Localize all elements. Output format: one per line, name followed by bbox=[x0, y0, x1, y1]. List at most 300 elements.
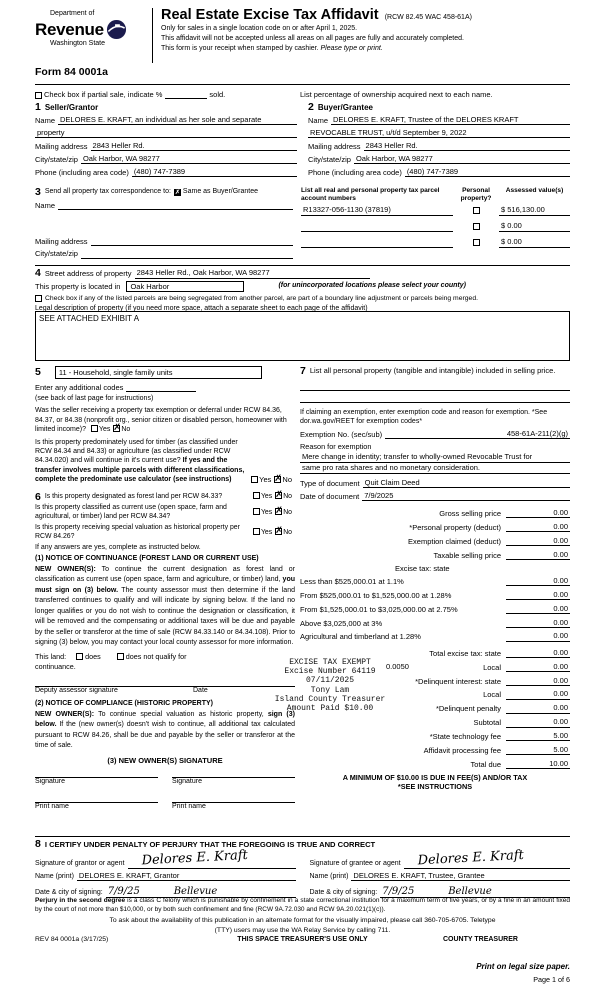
personal-property-checkbox-1[interactable] bbox=[473, 207, 480, 214]
parcel-row bbox=[301, 237, 570, 248]
yes-label: Yes bbox=[260, 493, 273, 501]
grantor-name-row bbox=[35, 871, 296, 881]
same-as-buyer-label: Same as Buyer/Grantee bbox=[182, 187, 259, 195]
header-note-1: Only for sales in a single location code on or after April 1, 2025. bbox=[161, 24, 358, 32]
parcel-table-header bbox=[301, 187, 570, 203]
does-not-qualify-checkbox[interactable] bbox=[117, 653, 124, 660]
forest-no-checkbox[interactable] bbox=[275, 492, 282, 499]
grantee-signature-label: Signature of grantee or agent bbox=[309, 859, 401, 867]
taxable-selling-price-row bbox=[300, 550, 570, 560]
exemption-number-input[interactable]: 458-61A-211(2)(g) bbox=[385, 429, 570, 439]
seller-city-label: City/state/zip bbox=[35, 154, 78, 164]
seller-name-input[interactable]: DELORES E. KRAFT, an individual as her sole and separate bbox=[58, 115, 297, 125]
rate-tier-2-input[interactable]: 0.00 bbox=[506, 590, 570, 600]
agricultural-timberland-input[interactable]: 0.00 bbox=[506, 631, 570, 641]
historical-no-checkbox[interactable] bbox=[275, 528, 282, 535]
assessed-value-input-2[interactable]: $ 0.00 bbox=[499, 221, 570, 232]
compliance-text-2: If the (new owner(s) doesn't wish to continue, all additional tax calculated pursuant to RCW 84.26, shall be due and payable by the seller or transferor at the time of sale. bbox=[35, 721, 295, 750]
section-5-number: 5 bbox=[35, 366, 41, 379]
header-rule bbox=[35, 84, 570, 85]
footer-row bbox=[35, 936, 570, 946]
treasurer-stamp bbox=[235, 658, 425, 713]
current-use-yes-no bbox=[253, 508, 295, 518]
grantee-signature-block bbox=[309, 847, 571, 901]
personal-property-line-1-input[interactable] bbox=[300, 379, 570, 391]
certification-columns bbox=[35, 847, 570, 901]
continuance-text-2: The county assessor must then determine if the land transferred continues to qualify and will indicate by signing below. If the land no longer qualifies or you do not wish to continue the designation or classification, it will be removed and the compensating or additional taxes will be due and payable by the seller or transferor at the time of sale (RCW 84.33.140 or 84.34.108). Prior to signing (3) below, you may contact your local county assessor for more information. bbox=[35, 586, 295, 647]
buyer-city-input[interactable]: Oak Harbor, WA 98277 bbox=[354, 154, 570, 164]
additional-codes-label: Enter any additional codes bbox=[35, 382, 124, 392]
grantor-signature-script: Delores E. Kraft bbox=[140, 847, 248, 868]
revenue-label: Revenue bbox=[35, 19, 104, 39]
signature-label-2: Signature bbox=[172, 778, 202, 786]
delinquent-interest-state-input[interactable]: 0.00 bbox=[506, 676, 570, 686]
total-excise-state-input[interactable]: 0.00 bbox=[506, 648, 570, 658]
stamp-line-treasurer-title: Island County Treasurer bbox=[274, 694, 386, 704]
rate-tier-4-label: Above $3,025,000 at 3% bbox=[300, 618, 383, 628]
new-owner-print-2-input[interactable] bbox=[172, 792, 295, 803]
dor-logo bbox=[35, 8, 153, 63]
forest-yes-checkbox[interactable] bbox=[253, 492, 260, 499]
section-6-number: 6 bbox=[35, 490, 41, 503]
buyer-mailing-label: Mailing address bbox=[308, 141, 361, 151]
legal-description-box[interactable]: SEE ATTACHED EXHIBIT A bbox=[35, 311, 570, 361]
does-qualify-checkbox[interactable] bbox=[76, 653, 83, 660]
alternate-format-line-1: To ask about the availability of this publication in an alternate format for the visually impaired, please call 360-705-6705. Teletype bbox=[109, 917, 496, 924]
grantee-name-row bbox=[310, 871, 571, 881]
historical-property-question bbox=[35, 524, 295, 542]
parcel-number-input-1[interactable]: R13327-056-1130 (37819) bbox=[301, 205, 453, 216]
affidavit-processing-fee-label: Affidavit processing fee bbox=[423, 745, 501, 755]
grantor-date-city-label: Date & city of signing: bbox=[35, 889, 103, 897]
if-yes-note: If any answers are yes, complete as instructed below. bbox=[35, 544, 201, 552]
new-owners-bold-2: NEW OWNER(S): bbox=[35, 710, 95, 718]
revenue-row bbox=[35, 19, 146, 40]
total-due-row bbox=[300, 759, 570, 769]
grantee-signature-script: Delores E. Kraft bbox=[416, 847, 524, 868]
rate-tier-1-label: Less than $525,000.01 at 1.1% bbox=[300, 576, 404, 586]
total-due-input[interactable]: 10.00 bbox=[506, 759, 570, 769]
ownership-percentage-note: List percentage of ownership acquired next to each name. bbox=[300, 89, 493, 99]
correspondence-mailing-input[interactable] bbox=[91, 236, 293, 246]
same-as-buyer-checkbox[interactable] bbox=[174, 189, 181, 196]
header-note-3 bbox=[161, 44, 570, 54]
personal-property-deduct-label: *Personal property (deduct) bbox=[409, 522, 501, 532]
forest-land-question bbox=[35, 492, 295, 503]
certification-statement: I CERTIFY UNDER PENALTY OF PERJURY THAT THE FOREGOING IS TRUE AND CORRECT bbox=[44, 840, 376, 850]
buyer-name-input[interactable]: DELORES E. KRAFT, Trustee of the DELORES KRAFT bbox=[331, 115, 570, 125]
exemption-number-label: Exemption No. (sec/sub) bbox=[300, 429, 383, 439]
buyer-name-line2-input[interactable]: REVOCABLE TRUST, u/t/d September 9, 2022 bbox=[308, 128, 570, 138]
deputy-date-label: Date bbox=[193, 687, 208, 695]
print-legal-size-note: Print on legal size paper. bbox=[476, 962, 570, 971]
new-owner-print-1-input[interactable] bbox=[35, 792, 158, 803]
personal-property-checkbox-3[interactable] bbox=[473, 239, 480, 246]
does-not-label: does not qualify for continuance. bbox=[35, 651, 187, 672]
document-type-input[interactable]: Quit Claim Deed bbox=[363, 478, 570, 488]
correspondence-mailing-label: Mailing address bbox=[35, 236, 88, 246]
header-note-3-text: This form is your receipt when stamped by cashier. bbox=[161, 45, 321, 53]
grantee-date-city-row bbox=[310, 884, 571, 898]
buyer-phone-label: Phone (including area code) bbox=[308, 167, 402, 177]
state-technology-fee-row bbox=[300, 731, 570, 741]
timber-agriculture-question bbox=[35, 438, 295, 485]
rate-tier-3-row bbox=[300, 604, 570, 614]
new-owners-signature-heading: (3) NEW OWNER(S) SIGNATURE bbox=[107, 755, 223, 765]
timber-question-normal: Is this property predominately used for timber (as classified under RCW 84.34 and 84.33) or agriculture (as classified under RCW 84.34.020) and will continue in it's current use? bbox=[35, 438, 238, 465]
rate-tier-2-label: From $525,000.01 to $1,525,000.00 at 1.28% bbox=[300, 590, 452, 600]
correspondence-intro: Send all property tax correspondence to: bbox=[44, 187, 171, 195]
sign-below-bold: sign (3) below. bbox=[35, 710, 295, 729]
subtotal-input[interactable]: 0.00 bbox=[506, 717, 570, 727]
current-use-question bbox=[35, 504, 295, 522]
rate-tier-3-input[interactable]: 0.00 bbox=[506, 604, 570, 614]
deputy-assessor-signature-label: Deputy assessor signature bbox=[35, 687, 118, 695]
left-column bbox=[35, 366, 295, 812]
grantee-signature-input[interactable] bbox=[404, 847, 570, 869]
washington-state-label: Washington State bbox=[50, 39, 105, 47]
personal-property-cell-2 bbox=[453, 222, 499, 231]
seller-name-line2-input[interactable]: property bbox=[35, 128, 297, 138]
grantor-signature-block bbox=[35, 847, 296, 901]
street-address-label: Street address of property bbox=[44, 269, 132, 279]
agricultural-timberland-row bbox=[300, 631, 570, 641]
street-address-row bbox=[35, 268, 570, 279]
yes-label: Yes bbox=[259, 475, 272, 485]
section-8-certification bbox=[35, 836, 570, 900]
state-technology-fee-input[interactable]: 5.00 bbox=[506, 731, 570, 741]
segregated-label: Check box if any of the listed parcels are being segregated from another parcel, are part of a boundary line adjustment or parcels being merged. bbox=[45, 294, 478, 302]
additional-codes-note: (see back of last page for instructions) bbox=[35, 394, 154, 402]
segregated-checkbox[interactable] bbox=[35, 295, 42, 302]
correspondence-name-label: Name bbox=[35, 200, 56, 210]
exemption-deferral-no-checkbox[interactable] bbox=[113, 425, 120, 432]
partial-sale-label: Check box if partial sale, indicate % bbox=[44, 89, 163, 99]
sold-label: sold. bbox=[209, 89, 226, 99]
unincorporated-note: (for unincorporated locations please select your county) bbox=[278, 282, 466, 290]
main-columns bbox=[35, 366, 570, 838]
assessed-value-input-3[interactable]: $ 0.00 bbox=[499, 237, 570, 248]
correspondence-city-input[interactable] bbox=[81, 249, 293, 259]
delinquent-penalty-input[interactable]: 0.00 bbox=[506, 703, 570, 713]
print-name-label-2: Print name bbox=[172, 802, 206, 810]
partial-sale-checkbox[interactable] bbox=[35, 92, 42, 99]
alternate-format-line-2: (TTY) users may use the WA Relay Service by calling 711. bbox=[214, 926, 391, 934]
perjury-notice bbox=[35, 897, 570, 915]
form-number: Form 84 0001a bbox=[35, 66, 108, 78]
grantor-name-input[interactable]: DELORES E. KRAFT, Grantor bbox=[77, 871, 296, 881]
gross-selling-price-label: Gross selling price bbox=[439, 509, 501, 519]
department-of-label: Department of bbox=[50, 10, 95, 17]
partial-sale-row bbox=[35, 89, 570, 99]
personal-property-col-header: Personal property? bbox=[460, 187, 492, 202]
parties-section bbox=[35, 102, 570, 179]
yes-label: Yes bbox=[260, 529, 273, 537]
rate-tier-1-input[interactable]: 0.00 bbox=[506, 576, 570, 586]
historical-yes-checkbox[interactable] bbox=[253, 528, 260, 535]
parcel-row bbox=[301, 205, 570, 216]
seller-phone-input[interactable]: (480) 747-7389 bbox=[132, 167, 297, 177]
rev-form-number: REV 84 0001a (3/17/25) bbox=[35, 936, 109, 943]
additional-codes-input[interactable] bbox=[126, 382, 196, 392]
use-code-row bbox=[35, 366, 295, 379]
timber-no-checkbox[interactable] bbox=[274, 476, 281, 483]
section-1-seller bbox=[35, 102, 297, 179]
signature-labels-row bbox=[35, 778, 295, 787]
buyer-title: Buyer/Grantee bbox=[317, 102, 373, 112]
buyer-mailing-input[interactable]: 2843 Heller Rd. bbox=[364, 141, 570, 151]
type-or-print-note: Please type or print. bbox=[320, 45, 383, 53]
section-8-number: 8 bbox=[35, 838, 41, 850]
right-column bbox=[300, 366, 570, 791]
correspondence-name-input[interactable] bbox=[58, 200, 293, 210]
taxable-selling-price-label: Taxable selling price bbox=[433, 550, 501, 560]
buyer-heading bbox=[308, 102, 570, 113]
timber-agriculture-question-text bbox=[35, 438, 248, 485]
assessed-value-col-header: Assessed value(s) bbox=[505, 187, 564, 194]
treasurer-use-only-label: THIS SPACE TREASURER'S USE ONLY bbox=[237, 936, 368, 943]
grantor-name-print-label: Name (print) bbox=[35, 872, 74, 880]
seller-mailing-input[interactable]: 2843 Heller Rd. bbox=[91, 141, 297, 151]
grantor-signature-input[interactable] bbox=[128, 847, 296, 869]
compliance-text-1: To continue special valuation as historic property, bbox=[94, 710, 268, 718]
notice-of-continuance-heading: (1) NOTICE OF CONTINUANCE (FOREST LAND OR CURRENT USE) bbox=[35, 554, 259, 562]
timber-question-bold: If yes and the transfer involves multiple parcels with different classifications, complete the predominate use calculator (see instructions) bbox=[35, 457, 245, 484]
document-date-label: Date of document bbox=[300, 491, 360, 501]
new-owner-signature-2-input[interactable] bbox=[172, 767, 295, 778]
rate-tier-3-label: From $1,525,000.01 to $3,025,000.00 at 2.75% bbox=[300, 604, 458, 614]
document-date-row bbox=[300, 491, 570, 501]
grantor-signature-row bbox=[35, 847, 296, 869]
page-number: Page 1 of 6 bbox=[533, 975, 570, 984]
no-label: No bbox=[282, 475, 292, 485]
certification-heading bbox=[35, 839, 570, 850]
segregated-row bbox=[35, 295, 570, 303]
gross-selling-price-input[interactable]: 0.00 bbox=[506, 508, 570, 518]
delinquent-interest-state-label: *Delinquent interest: state bbox=[415, 676, 501, 686]
stamp-line-excise-number: Excise Number 64119 bbox=[284, 667, 376, 677]
rate-tier-2-row bbox=[300, 590, 570, 600]
parcel-table bbox=[297, 187, 570, 261]
parcel-number-input-2[interactable] bbox=[301, 221, 453, 232]
correspondence-left bbox=[35, 187, 297, 261]
seller-title: Seller/Grantor bbox=[44, 102, 99, 112]
current-use-no-checkbox[interactable] bbox=[275, 508, 282, 515]
notice-of-compliance-heading: (2) NOTICE OF COMPLIANCE (HISTORIC PROPERTY) bbox=[35, 699, 213, 707]
seller-name-label: Name bbox=[35, 116, 56, 125]
print-name-labels-row bbox=[35, 803, 295, 812]
title-line bbox=[161, 8, 570, 24]
section-4-number: 4 bbox=[35, 267, 41, 279]
located-in-label: This property is located in bbox=[35, 281, 121, 291]
rate-tier-4-row bbox=[300, 618, 570, 628]
seller-heading bbox=[35, 102, 297, 113]
total-excise-state-row bbox=[300, 648, 570, 658]
continuance-text-1: To continue the current designation as forest land or classification as current use (open space, farm and agriculture, or timber) land, bbox=[35, 565, 295, 584]
personal-property-cell-1 bbox=[453, 206, 499, 215]
parcel-number-input-3[interactable] bbox=[301, 237, 453, 248]
document-type-row bbox=[300, 478, 570, 488]
document-date-input[interactable]: 7/9/2025 bbox=[362, 491, 570, 501]
stamp-line-exempt: EXCISE TAX EXEMPT bbox=[289, 658, 371, 667]
seller-city-input[interactable]: Oak Harbor, WA 98277 bbox=[81, 154, 297, 164]
exemption-deferral-question-text: Was the seller receiving a property tax exemption or deferral under RCW 84.36, 84.37, or 84.38 (nonprofit org., senior citizen or disabled person, homeowner with limited income)? bbox=[35, 407, 287, 434]
agricultural-timberland-label: Agricultural and timberland at 1.28% bbox=[300, 632, 421, 642]
does-label: does bbox=[85, 651, 101, 661]
section-3-number: 3 bbox=[35, 186, 41, 198]
rate-tier-4-input[interactable]: 0.00 bbox=[506, 618, 570, 628]
grantor-city-script: Bellevue bbox=[173, 885, 218, 897]
grantee-name-input[interactable]: DELORES E. KRAFT, Trustee, Grantee bbox=[351, 871, 570, 881]
exemption-number-row bbox=[300, 429, 570, 439]
form-rcw: (RCW 82.45 WAC 458-61A) bbox=[384, 14, 472, 21]
see-instructions-note: *SEE INSTRUCTIONS bbox=[397, 781, 473, 791]
gross-selling-price-row bbox=[300, 508, 570, 518]
exemption-claim-intro: If claiming an exemption, enter exemption code and reason for exemption. *See dor.wa.gov/REET for exemption codes* bbox=[300, 409, 548, 426]
historical-question-text: Is this property receiving special valuation as historical property per RCW 84.26? bbox=[35, 524, 240, 541]
this-land-label: This land: bbox=[35, 651, 67, 661]
section-3-correspondence bbox=[35, 187, 570, 261]
affidavit-processing-fee-row bbox=[300, 745, 570, 755]
forest-land-question-text: Is this property designated as forest land per RCW 84.33? bbox=[44, 492, 223, 500]
personal-property-deduct-input[interactable]: 0.00 bbox=[506, 522, 570, 532]
personal-property-cell-3 bbox=[453, 238, 499, 247]
grantee-date-city-label: Date & city of signing: bbox=[309, 889, 378, 897]
exemption-claimed-row bbox=[300, 536, 570, 546]
section-4-property bbox=[35, 265, 570, 314]
new-owner-print-lines bbox=[35, 792, 295, 803]
continuance-paragraph bbox=[35, 565, 295, 649]
assessed-value-input-1[interactable]: $ 516,130.00 bbox=[499, 205, 570, 216]
personal-property-deduct-row bbox=[300, 522, 570, 532]
local-tax-label: Local bbox=[483, 662, 501, 672]
section-2-buyer bbox=[308, 102, 570, 179]
subtotal-label: Subtotal bbox=[473, 718, 501, 728]
no-label: No bbox=[283, 529, 292, 537]
must-sign-bold: you must sign on (3) below. bbox=[35, 576, 295, 594]
timber-agriculture-yes-no bbox=[251, 475, 295, 484]
delinquent-interest-local-label: Local bbox=[483, 690, 501, 700]
current-use-question-text: Is this property classified as current use (open space, farm and agricultural, or timber) land per RCW 84.34? bbox=[35, 504, 227, 521]
signature-label-1: Signature bbox=[35, 778, 65, 786]
dor-circle-logo-icon bbox=[106, 19, 127, 40]
correspondence-heading bbox=[35, 187, 293, 198]
grantor-date-city-row bbox=[35, 884, 296, 898]
land-qualify-row bbox=[35, 652, 225, 674]
exemption-deferral-yes-checkbox[interactable] bbox=[91, 425, 98, 432]
minimum-due-note: A MINIMUM OF $10.00 IS DUE IN FEE(S) AND/OR TAX bbox=[342, 772, 528, 782]
form-title: Real Estate Excise Tax Affidavit bbox=[161, 7, 379, 23]
section-2-number: 2 bbox=[308, 101, 314, 113]
reason-line-2-input[interactable]: same pro rata shares and no monetary consideration. bbox=[300, 463, 570, 474]
perjury-text: is a class C felony which is punishable by confinement in a state correctional institution for a maximum term of five years, or by a fine in an amount fixed by the court of not more than $10,000, or by both such confinement and fine (RCW 9A.72.030 and RCW 9A.20.021(1)(c)). bbox=[35, 897, 570, 913]
seller-phone-label: Phone (including area code) bbox=[35, 167, 129, 177]
section-1-number: 1 bbox=[35, 101, 41, 113]
exemption-deferral-yes-no bbox=[91, 426, 133, 433]
section-7-number: 7 bbox=[300, 365, 306, 377]
forest-land-yes-no bbox=[253, 492, 295, 502]
grantee-city-script: Bellevue bbox=[448, 885, 492, 897]
state-technology-fee-label: *State technology fee bbox=[429, 732, 501, 742]
delinquent-interest-local-input[interactable]: 0.00 bbox=[506, 689, 570, 699]
located-in-row bbox=[35, 281, 570, 292]
affidavit-processing-fee-input[interactable]: 5.00 bbox=[506, 745, 570, 755]
grantee-date-script: 7/9/25 bbox=[382, 885, 415, 897]
partial-percent-input[interactable] bbox=[165, 89, 207, 99]
grantee-name-print-label: Name (print) bbox=[309, 872, 349, 880]
local-rate-value: 0.0050 bbox=[386, 661, 409, 671]
no-label: No bbox=[283, 509, 292, 517]
alternate-format-notice bbox=[35, 916, 570, 935]
grantee-signature-row bbox=[309, 847, 571, 869]
yes-label: Yes bbox=[98, 426, 111, 434]
grantor-date-script: 7/9/25 bbox=[107, 885, 140, 897]
new-owner-signature-1-input[interactable] bbox=[35, 767, 158, 778]
local-tax-input[interactable]: 0.00 bbox=[506, 662, 570, 672]
current-use-yes-checkbox[interactable] bbox=[253, 508, 260, 515]
parcel-row bbox=[301, 221, 570, 232]
new-owners-bold: NEW OWNER(S): bbox=[35, 565, 96, 573]
reason-for-exemption-label: Reason for exemption bbox=[300, 441, 372, 451]
timber-yes-checkbox[interactable] bbox=[251, 476, 258, 483]
delinquent-penalty-label: *Delinquent penalty bbox=[435, 704, 501, 714]
parcel-numbers-col-header: List all real and personal property tax parcel account numbers bbox=[301, 187, 440, 202]
total-due-label: Total due bbox=[470, 759, 501, 769]
header-note-2: This affidavit will not be accepted unless all areas on all pages are fully and accurately completed. bbox=[161, 35, 464, 43]
personal-property-heading bbox=[300, 366, 570, 377]
compliance-paragraph bbox=[35, 710, 295, 752]
located-in-select[interactable]: Oak Harbor bbox=[126, 281, 244, 292]
form-header bbox=[35, 8, 570, 63]
excise-tax-state-header: Excise tax: state bbox=[395, 563, 450, 573]
buyer-city-label: City/state/zip bbox=[308, 154, 351, 164]
print-name-label-1: Print name bbox=[35, 802, 69, 810]
perjury-bold-lead: Perjury in the second degree bbox=[35, 897, 126, 904]
header-text bbox=[153, 8, 570, 63]
taxable-selling-price-input[interactable]: 0.00 bbox=[506, 550, 570, 560]
street-address-input[interactable]: 2843 Heller Rd., Oak Harbor, WA 98277 bbox=[135, 268, 370, 278]
new-owner-signature-lines bbox=[35, 767, 295, 778]
personal-property-line-2-input[interactable] bbox=[300, 391, 570, 403]
personal-property-checkbox-2[interactable] bbox=[473, 223, 480, 230]
county-treasurer-label: COUNTY TREASURER bbox=[443, 936, 518, 943]
exemption-claimed-input[interactable]: 0.00 bbox=[506, 536, 570, 546]
yes-label: Yes bbox=[260, 509, 273, 517]
stamp-line-date: 07/11/2025 bbox=[305, 676, 354, 686]
exemption-deferral-question bbox=[35, 406, 295, 434]
no-label: No bbox=[283, 493, 292, 501]
stamp-line-treasurer-name: Tony Lam bbox=[310, 685, 350, 695]
legal-description-label: Legal description of property (if you need more space, attach a separate sheet to each page of the affidavit) bbox=[35, 305, 368, 313]
total-excise-state-label: Total excise tax: state bbox=[429, 648, 501, 658]
stamp-line-amount-paid: Amount Paid $10.00 bbox=[286, 704, 374, 714]
historical-yes-no bbox=[253, 528, 295, 538]
subtotal-row bbox=[300, 717, 570, 727]
buyer-phone-input[interactable]: (480) 747-7389 bbox=[405, 167, 570, 177]
buyer-name-label: Name bbox=[308, 116, 329, 125]
reason-line-1-input[interactable]: Mere change in identity; transfer to wholly-owned Revocable Trust for bbox=[300, 452, 570, 463]
exemption-claimed-label: Exemption claimed (deduct) bbox=[408, 536, 501, 546]
personal-property-intro: List all personal property (tangible and intangible) included in selling price. bbox=[309, 366, 556, 375]
seller-mailing-label: Mailing address bbox=[35, 141, 88, 151]
rate-tier-1-row bbox=[300, 576, 570, 586]
no-label: No bbox=[121, 426, 131, 434]
grantor-signature-label: Signature of grantor or agent bbox=[35, 859, 125, 867]
partial-sale-left bbox=[35, 89, 300, 99]
land-use-code-select[interactable]: 11 - Household, single family units bbox=[55, 366, 262, 379]
document-type-label: Type of document bbox=[300, 478, 360, 488]
correspondence-city-label: City/state/zip bbox=[35, 249, 78, 259]
